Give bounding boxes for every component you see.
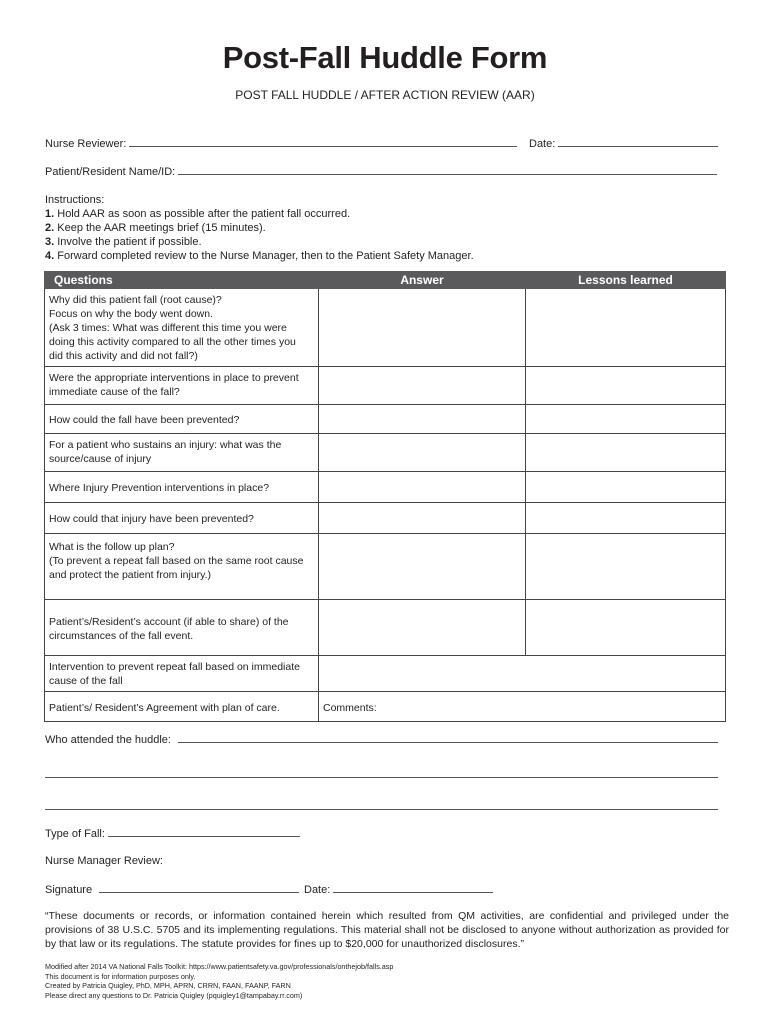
table-row [45, 600, 726, 656]
table-row [45, 367, 726, 405]
answer-cell[interactable] [319, 434, 526, 472]
question-cell [45, 656, 319, 692]
lessons-cell[interactable] [526, 534, 726, 600]
type-of-fall-label: Type of Fall: [45, 828, 105, 840]
instruction-text: Keep the AAR meetings brief (15 minutes). [54, 222, 266, 234]
credit-line: Created by Patricia Quigley, PhD, MPH, APRN, CRRN, FAAN, FAANP, FARN [45, 981, 291, 990]
question-line: How could that injury have been prevented? [49, 513, 254, 525]
question-cell [45, 534, 319, 600]
table-row [45, 656, 726, 692]
header-answer: Answer [319, 272, 526, 289]
nurse-manager-review-row [45, 855, 163, 867]
nurse-reviewer-field[interactable] [129, 137, 517, 147]
question-line: did this activity and did not fall?) [49, 350, 198, 362]
answer-cell[interactable] [319, 600, 526, 656]
answer-cell[interactable] [319, 656, 726, 692]
patient-row [45, 165, 717, 178]
question-line: For a patient who sustains an injury: what was the [49, 439, 282, 451]
question-line: (To prevent a repeat fall based on the same root cause [49, 555, 304, 567]
instruction-item [45, 249, 474, 263]
instruction-item [45, 235, 474, 249]
date-label: Date: [529, 138, 556, 150]
lessons-cell[interactable] [526, 367, 726, 405]
question-cell [45, 472, 319, 503]
patient-label: Patient/Resident Name/ID: [45, 166, 176, 178]
instruction-text: Hold AAR as soon as possible after the patient fall occurred. [54, 208, 351, 220]
table-header-row [45, 272, 726, 289]
table-row [45, 503, 726, 534]
date-row [529, 137, 718, 150]
question-line: Intervention to prevent repeat fall based on immediate [49, 661, 300, 673]
question-line: Were the appropriate interventions in place to prevent [49, 372, 299, 384]
comments-cell[interactable] [319, 692, 726, 722]
instructions-heading: Instructions: [45, 194, 105, 206]
lessons-cell[interactable] [526, 289, 726, 367]
question-cell [45, 405, 319, 434]
type-of-fall-row [45, 827, 300, 840]
nurse-manager-review-label: Nurse Manager Review: [45, 855, 163, 867]
answer-cell[interactable] [319, 367, 526, 405]
question-line: Where Injury Prevention interventions in place? [49, 482, 270, 494]
credit-line: Modified after 2014 VA National Falls Toolkit: https://www.patientsafety.va.gov/professionals/onthejob/falls.asp [45, 962, 394, 971]
lessons-cell[interactable] [526, 600, 726, 656]
form-title: Post-Fall Huddle Form [222, 40, 548, 75]
question-line: and protect the patient from injury.) [49, 569, 212, 581]
answer-cell[interactable] [319, 405, 526, 434]
question-line: circumstances of the fall event. [49, 629, 194, 642]
table-row [45, 405, 726, 434]
question-line: What is the follow up plan? [49, 541, 175, 553]
header-questions: Questions [45, 272, 319, 289]
type-of-fall-field[interactable] [108, 827, 300, 837]
question-line: Patient’s/Resident’s account (if able to share) of the [49, 615, 289, 628]
lessons-cell[interactable] [526, 472, 726, 503]
who-attended-line-2[interactable] [45, 777, 718, 778]
signature-field[interactable] [99, 883, 299, 893]
answer-cell[interactable] [319, 289, 526, 367]
table-row [45, 472, 726, 503]
instruction-text: Involve the patient if possible. [54, 236, 202, 248]
lessons-cell[interactable] [526, 503, 726, 534]
patient-field[interactable] [178, 165, 717, 175]
form-subtitle: POST FALL HUDDLE / AFTER ACTION REVIEW (AAR) [235, 88, 535, 102]
question-line: Why did this patient fall (root cause)? [49, 294, 222, 306]
signature-date-field[interactable] [333, 883, 493, 893]
answer-cell[interactable] [319, 503, 526, 534]
question-cell [45, 289, 319, 367]
comments-label: Comments: [323, 701, 377, 714]
signature-row [45, 883, 299, 896]
answer-cell[interactable] [319, 534, 526, 600]
signature-date-label: Date: [304, 884, 331, 896]
header-lessons: Lessons learned [526, 272, 726, 289]
who-attended-line-3[interactable] [45, 809, 718, 810]
question-line: (Ask 3 times: What was different this time you were [49, 322, 287, 334]
who-attended-label: Who attended the huddle: [45, 734, 171, 746]
question-line: Focus on why the body went down. [49, 308, 214, 320]
signature-date-row [304, 883, 493, 896]
nurse-reviewer-row [45, 137, 517, 150]
question-cell [45, 434, 319, 472]
credit-line: Please direct any questions to Dr. Patricia Quigley (pquigley1@tampabay.rr.com) [45, 990, 303, 1000]
credits [45, 962, 393, 1000]
question-line: How could the fall have been prevented? [49, 414, 240, 426]
question-cell [45, 367, 319, 405]
signature-label: Signature [45, 884, 93, 896]
who-attended-row [45, 733, 718, 746]
question-line: cause of the fall [49, 675, 123, 687]
answer-cell[interactable] [319, 472, 526, 503]
table-row [45, 692, 726, 722]
question-line: immediate cause of the fall? [49, 386, 180, 398]
instruction-number: 3. [45, 236, 55, 248]
instruction-number: 4. [45, 250, 55, 262]
who-attended-field[interactable] [178, 733, 718, 743]
lessons-cell[interactable] [526, 405, 726, 434]
question-cell [45, 600, 319, 656]
date-field[interactable] [558, 137, 718, 147]
aar-table [44, 271, 726, 722]
question-cell [45, 503, 319, 534]
table-row [45, 289, 726, 367]
table-row [45, 434, 726, 472]
confidentiality-statement: “These documents or records, or information contained herein which resulted from QM activities, are confidential and privileged under the provisions of 38 U.S.C. 5705 and its implementing regulations. This material shall not be disclosed to anyone without authorization as provided for by that law or its regulations. The statute provides for fines up to $20,000 for unauthorized disclosures.” [45, 910, 729, 950]
instruction-item [45, 207, 474, 221]
lessons-cell[interactable] [526, 434, 726, 472]
question-cell [45, 692, 319, 722]
table-row [45, 534, 726, 600]
instruction-text: Forward completed review to the Nurse Manager, then to the Patient Safety Manager. [54, 250, 474, 262]
instruction-number: 1. [45, 208, 55, 220]
credit-line: This document is for information purposes only. [45, 971, 196, 981]
instruction-item [45, 221, 474, 235]
question-line: doing this activity compared to all the other times you [49, 336, 296, 348]
nurse-reviewer-label: Nurse Reviewer: [45, 138, 127, 150]
instruction-number: 2. [45, 222, 55, 234]
question-line: Patient’s/ Resident’s Agreement with plan of care. [49, 701, 280, 714]
question-line: source/cause of injury [49, 453, 152, 465]
instructions [45, 193, 474, 263]
